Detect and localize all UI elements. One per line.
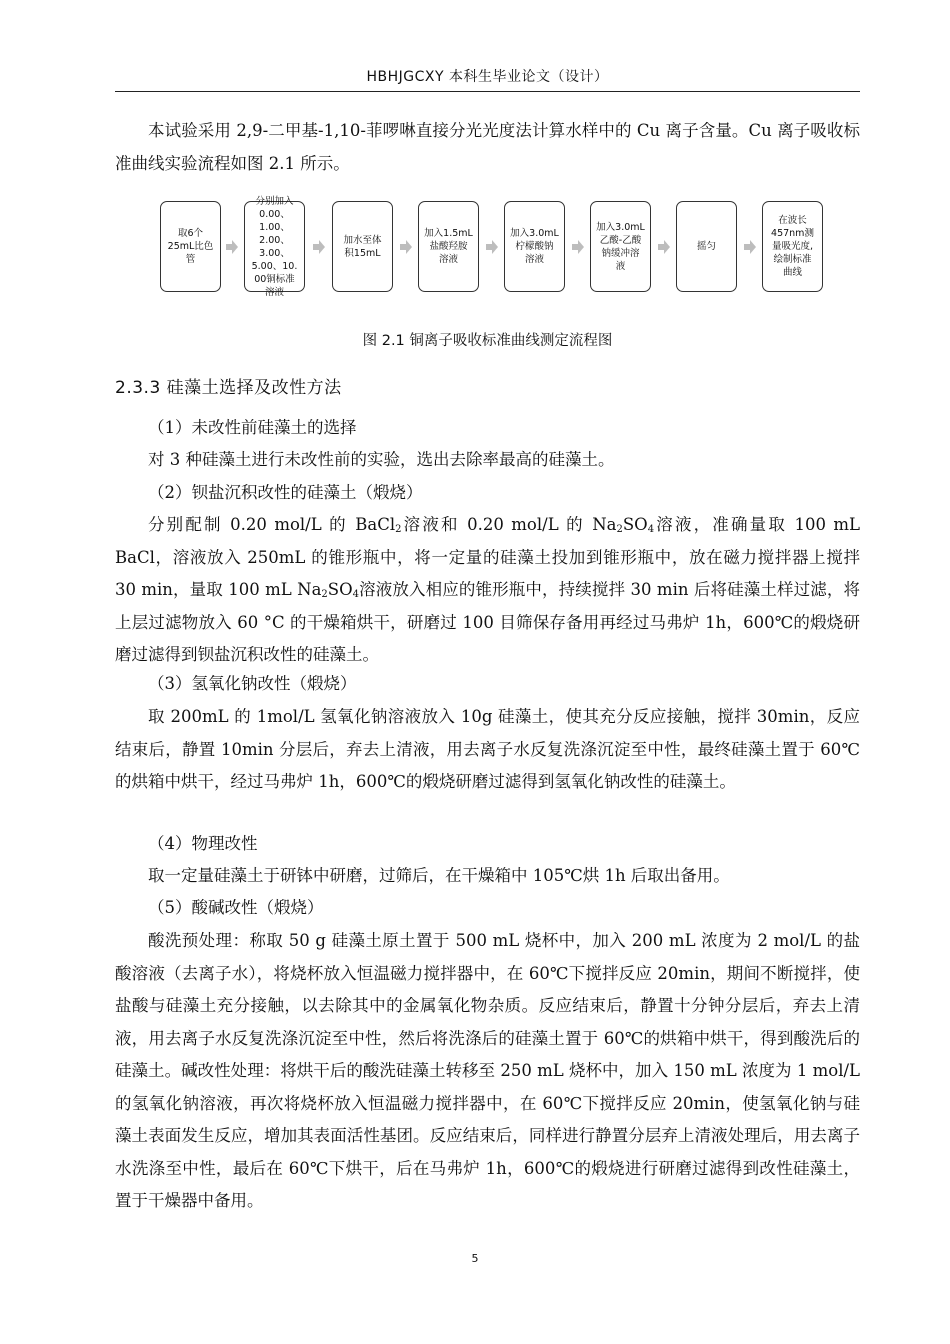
page-number: 5 — [471, 1252, 479, 1265]
method2-text-part: SO — [327, 580, 353, 599]
flow-step-4-text: 加入1.5mL 盐酸羟胺 溶液 — [424, 228, 473, 265]
flow-step-1 — [160, 201, 221, 292]
method2-text-part: 分别配制 0.20 mol/L 的 BaCl — [148, 515, 396, 534]
subscript: 4 — [352, 589, 360, 600]
flow-step-2-text: 分别加入 0.00、1.00、 2.00、3.00、 5.00、10. 00铜标准 溶液 — [251, 195, 298, 298]
flow-arrow-icon — [486, 240, 498, 254]
subscript: 2 — [321, 589, 328, 600]
method1-text: 对 3 种硅藻土进行未改性前的实验，选出去除率最高的硅藻土。 — [148, 450, 615, 469]
method3-text: 取 200mL 的 1mol/L 氢氧化钠溶液放入 10g 硅藻土，使其充分反应接触，搅拌 30min，反应结束后，静置 10min 分层后，弃去上清液，用去离子水反复洗涤沉淀至中性，最终硅藻土置于 60℃的烘箱中烘干，经过马弗炉 1h，600℃的煅烧研磨过滤得到氢氧化钠改性的硅藻土。 — [115, 707, 860, 791]
flow-step-8-text: 在波长 457nm测 量吸光度, 绘制标准 曲线 — [771, 215, 814, 278]
flow-step-7 — [676, 201, 737, 292]
flow-step-4 — [418, 201, 479, 292]
method2-text — [115, 509, 860, 672]
figure-caption: 图 2.1 铜离子吸收标准曲线测定流程图 — [362, 333, 613, 349]
method4-text: 取一定量硅藻土于研钵中研磨，过筛后，在干燥箱中 105℃烘 1h 后取出备用。 — [148, 866, 730, 885]
subscript: 2 — [616, 524, 623, 535]
flow-step-3 — [332, 201, 393, 292]
flow-step-8 — [762, 201, 823, 292]
page-header: HBHJGCXY 本科生毕业论文（设计） — [366, 69, 609, 85]
flow-step-2 — [244, 195, 305, 298]
flow-step-7-text: 摇匀 — [696, 241, 716, 252]
flow-arrow-icon — [658, 240, 670, 254]
flow-arrow-icon — [744, 240, 756, 254]
flow-step-5 — [504, 201, 565, 292]
method5-title: （5）酸碱改性（煅烧） — [148, 898, 324, 917]
method3-title: （3）氢氧化钠改性（煅烧） — [148, 674, 357, 693]
method1-title: （1）未改性前硅藻土的选择 — [148, 418, 357, 437]
flow-step-6 — [590, 201, 651, 292]
flow-arrow-icon — [572, 240, 584, 254]
subscript: 2 — [395, 524, 402, 535]
flow-step-6-text: 加入3.0mL 乙酸-乙酸 钠缓冲溶 液 — [596, 221, 645, 272]
flow-step-3-text: 加水至体 积15mL — [343, 234, 382, 259]
flow-arrow-icon — [400, 240, 412, 254]
method2-title: （2）钡盐沉积改性的硅藻土（煅烧） — [148, 483, 423, 502]
method2-text-part: 溶液放入相应的锥形瓶中，持续搅拌 30 min 后将硅藻土样过滤，将上层过滤物放入 60 °C 的干燥箱烘干，研磨过 100 目筛保存备用再经过马弗炉 1h，600℃的煅烧研磨过滤得到钡盐沉积改性的硅藻土。 — [115, 580, 860, 664]
flow-step-1-text: 取6个 25mL比色 管 — [167, 228, 214, 265]
intro-paragraph: 本试验采用 2,9-二甲基-1,10-菲啰啉直接分光光度法计算水样中的 Cu 离子含量。Cu 离子吸收标准曲线实验流程如图 2.1 所示。 — [115, 121, 860, 173]
method4-title: （4）物理改性 — [148, 834, 258, 853]
header-rule — [115, 91, 860, 92]
subscript: 4 — [647, 524, 655, 535]
flow-arrow-icon — [313, 240, 325, 254]
section-heading: 2.3.3 硅藻土选择及改性方法 — [115, 378, 342, 398]
method2-text-part: 溶液，准确量取 100 mL BaCl，溶液放入 250mL 的锥形瓶中，将一定量的硅藻土投加到锥形瓶中，放在磁力搅拌器上搅拌 30 min，量取 100 mL Na — [115, 515, 860, 599]
method2-text-part: SO — [622, 515, 648, 534]
flow-step-5-text: 加入3.0mL 柠檬酸钠 溶液 — [510, 228, 559, 265]
method2-text-part: 溶液和 0.20 mol/L 的 Na — [401, 515, 617, 534]
method5-text: 酸洗预处理：称取 50 g 硅藻土原土置于 500 mL 烧杯中，加入 200 mL 浓度为 2 mol/L 的盐酸溶液（去离子水），将烧杯放入恒温磁力搅拌器中，在 60℃下搅拌反应 20min，期间不断搅拌，使盐酸与硅藻土充分接触，以去除其中的金属氧化物杂质。反应结束后，静置十分钟分层后，弃去上清液，用去离子水反复洗涤沉淀至中性，然后将洗涤后的硅藻土置于 60℃的烘箱中烘干，得到酸洗后的硅藻土。碱改性处理：将烘干后的酸洗硅藻土转移至 250 mL 烧杯中，加入 150 mL 浓度为 1 mol/L 的氢氧化钠溶液，再次将烧杯放入恒温磁力搅拌器中，在 60℃下搅拌反应 20min，使氢氧化钠与硅藻土表面发生反应，增加其表面活性基团。反应结束后，同样进行静置分层弃上清液处理后，用去离子水洗涤至中性，最后在 60℃下烘干，后在马弗炉 1h，600℃的煅烧进行研磨过滤得到改性硅藻土，置于干燥器中备用。 — [115, 931, 860, 1210]
flowchart — [160, 195, 814, 298]
flow-arrow-icon — [226, 240, 238, 254]
